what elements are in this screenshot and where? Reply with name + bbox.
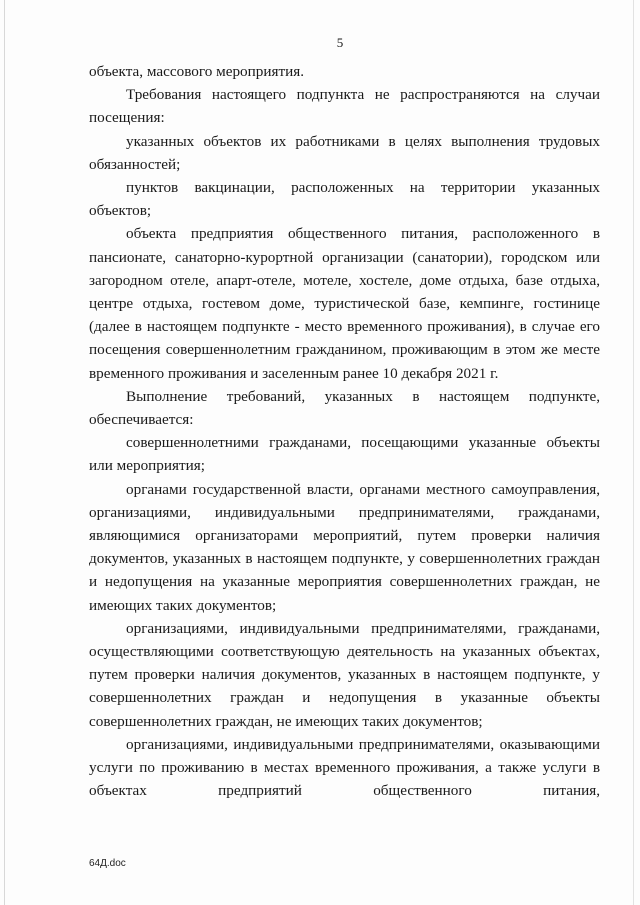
paragraph-4: пунктов вакцинации, расположенных на территории указанных объектов; [89, 179, 600, 220]
paragraph-10: организациями, индивидуальными предпринимателями, оказывающими услуги по проживанию в местах временного проживания, а также услуги в объектах предприятий общественного питания, [89, 735, 600, 800]
paragraph-2: Требования настоящего подпункта не распространяются на случаи посещения: [89, 86, 600, 127]
footer-filename: 64Д.doc [89, 858, 126, 869]
paragraph-6: Выполнение требований, указанных в настоящем подпункте, обеспечивается: [89, 387, 600, 429]
paragraph-3: указанных объектов их работниками в целях выполнения трудовых обязанностей; [89, 132, 600, 173]
paragraph-8: органами государственной власти, органами местного самоуправления, организациями, индивидуальными предпринимателями, гражданами, являющимися организаторами мероприятий, путем проверки наличия документов, указанных в настоящем подпункте, у совершеннолетних граждан и недопущения на указанные мероприятия совершеннолетних граждан, не имеющих таких документов; [89, 480, 600, 614]
paragraph-5: объекта предприятия общественного питания, расположенного в пансионате, санаторно-курортной организации (санатории), городском или загородном отеле, апарт-отеле, мотеле, хостеле, доме отдыха, базе отдыха, центре отдыха, гостевом доме, туристической базе, кемпинге, гостинице (далее в настоящем подпункте - место временного проживания), в случае его посещения совершеннолетним гражданином, проживающим в этом же месте временного проживания и заселенным ранее 10 декабря 2021 г. [89, 225, 600, 382]
document-body [89, 60, 600, 803]
scan-edge-right [633, 0, 634, 905]
scan-edge-left [4, 0, 5, 905]
page-number: 5 [336, 35, 344, 50]
paragraph-9: организациями, индивидуальными предпринимателями, гражданами, осуществляющими соответствующую деятельность на указанных объектах, путем проверки наличия документов, указанных в настоящем подпункте, у совершеннолетних граждан и недопущения в указанные объекты совершеннолетних граждан, не имеющих таких документов; [89, 619, 600, 730]
paragraph-1: объекта, массового мероприятия. [89, 63, 305, 80]
paragraph-7: совершеннолетними гражданами, посещающими указанные объекты или мероприятия; [89, 434, 600, 475]
